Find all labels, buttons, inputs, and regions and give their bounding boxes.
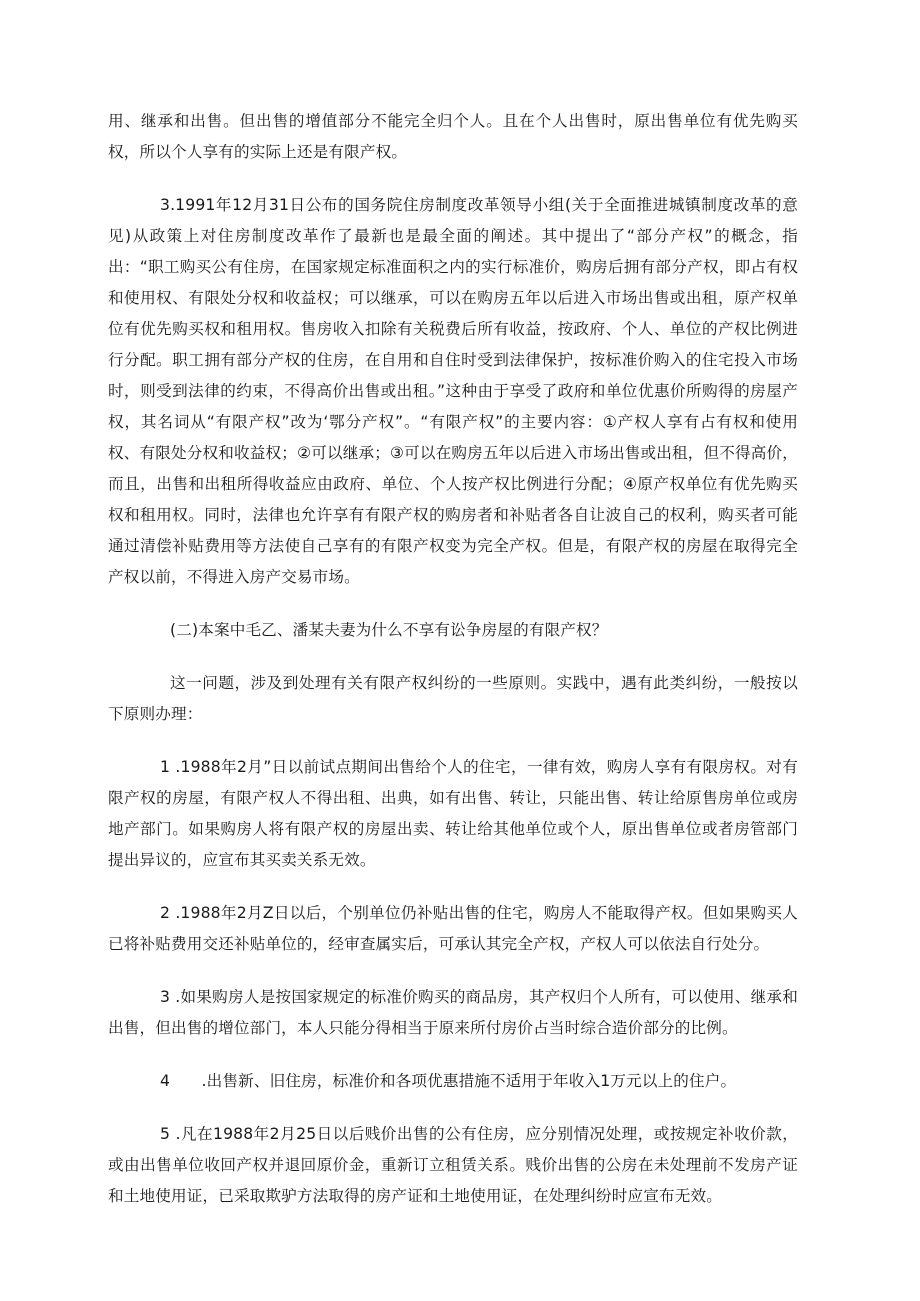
paragraph-principle-1: 1 .1988年2月”日以前试点期间出售给个人的住宅，一律有效，购房人享有有限房权。对有限产权的房屋，有限产权人不得出租、出典，如有出售、转让，只能出售、转让给原售房单位或房地产部门。如果购房人将有限产权的房屋出卖、转让给其他单位或个人，原出售单位或者房管部门提出异议的，应宣布其买卖关系无效。 (108, 758, 798, 869)
paragraph-continuation: 用、继承和出售。但出售的增值部分不能完全归个人。且在个人出售时，原出售单位有优先购买权，所以个人享有的实际上还是有限产权。 (108, 112, 798, 161)
paragraph-principle-5: 5 .凡在1988年2月25日以后贱价出售的公有住房，应分别情况处理，或按规定补收价款，或由出售单位收回产权并退回原价金，重新订立租赁关系。贱价出售的公房在未处理前不发房产证和土地使用证，已采取欺驴方法取得的房产证和土地使用证，在处理纠纷时应宣布无效。 (108, 1125, 798, 1205)
document-body (108, 106, 798, 1234)
section-heading-2: (二)本案中毛乙、潘某夫妻为什么不享有讼争房屋的有限产权？ (170, 621, 608, 639)
paragraph-principles-intro: 这一问题，涉及到处理有关有限产权纠纷的一些原则。实践中，遇有此类纠纷，一般按以下原则办理： (108, 674, 798, 723)
paragraph-principle-3: 3 .如果购房人是按国家规定的标准价购买的商品房，其产权归个人所有，可以使用、继承和出售，但出售的增位部门，本人只能分得相当于原来所付房价占当时综合造价部分的比例。 (108, 988, 798, 1037)
paragraph-principle-2: 2 .1988年2月Z日以后，个别单位仍补贴出售的住宅，购房人不能取得产权。但如果购买人已将补贴费用交还补贴单位的，经审查属实后，可承认其完全产权，产权人可以依法自行处分。 (108, 904, 798, 953)
paragraph-principle-4: 4 .出售新、旧住房，标准价和各项优惠措施不适用于年收入1万元以上的住户。 (160, 1072, 737, 1090)
paragraph-policy-1991: 3.1991年12月31日公布的国务院住房制度改革领导小组(关于全面推进城镇制度改革的意见)从政策上对住房制度改革作了最新也是最全面的阐述。其中提出了“部分产权”的概念，指出：“职工购买公有住房，在国家规定标准面积之内的实行标准价，购房后拥有部分产权，即占有权和使用权、有限处分权和收益权；可以继承，可以在购房五年以后进入市场出售或出租，原产权单位有优先购买权和租用权。售房收入扣除有关税费后所有收益，按政府、个人、单位的产权比例进行分配。职工拥有部分产权的住房，在自用和自住时受到法律保护，按标准价购入的住宅投入市场时，则受到法律的约束，不得高价出售或出租。”这种由于享受了政府和单位优惠价所购得的房屋产权，其名词从“有限产权”改为‘鄂分产权”。“有限产权”的主要内容：①产权人享有占有权和使用权、有限处分权和收益权；②可以继承；③可以在购房五年以后进入市场出售或出租，但不得高价，而且，出售和出租所得收益应由政府、单位、个人按产权比例进行分配；④原产权单位有优先购买权和租用权。同时，法律也允许享有有限产权的购房者和补贴者各自让波自己的权利，购买者可能通过清偿补贴费用等方法使自己享有的有限产权变为完全产权。但是，有限产权的房屋在取得完全产权以前，不得进入房产交易市场。 (108, 196, 798, 586)
